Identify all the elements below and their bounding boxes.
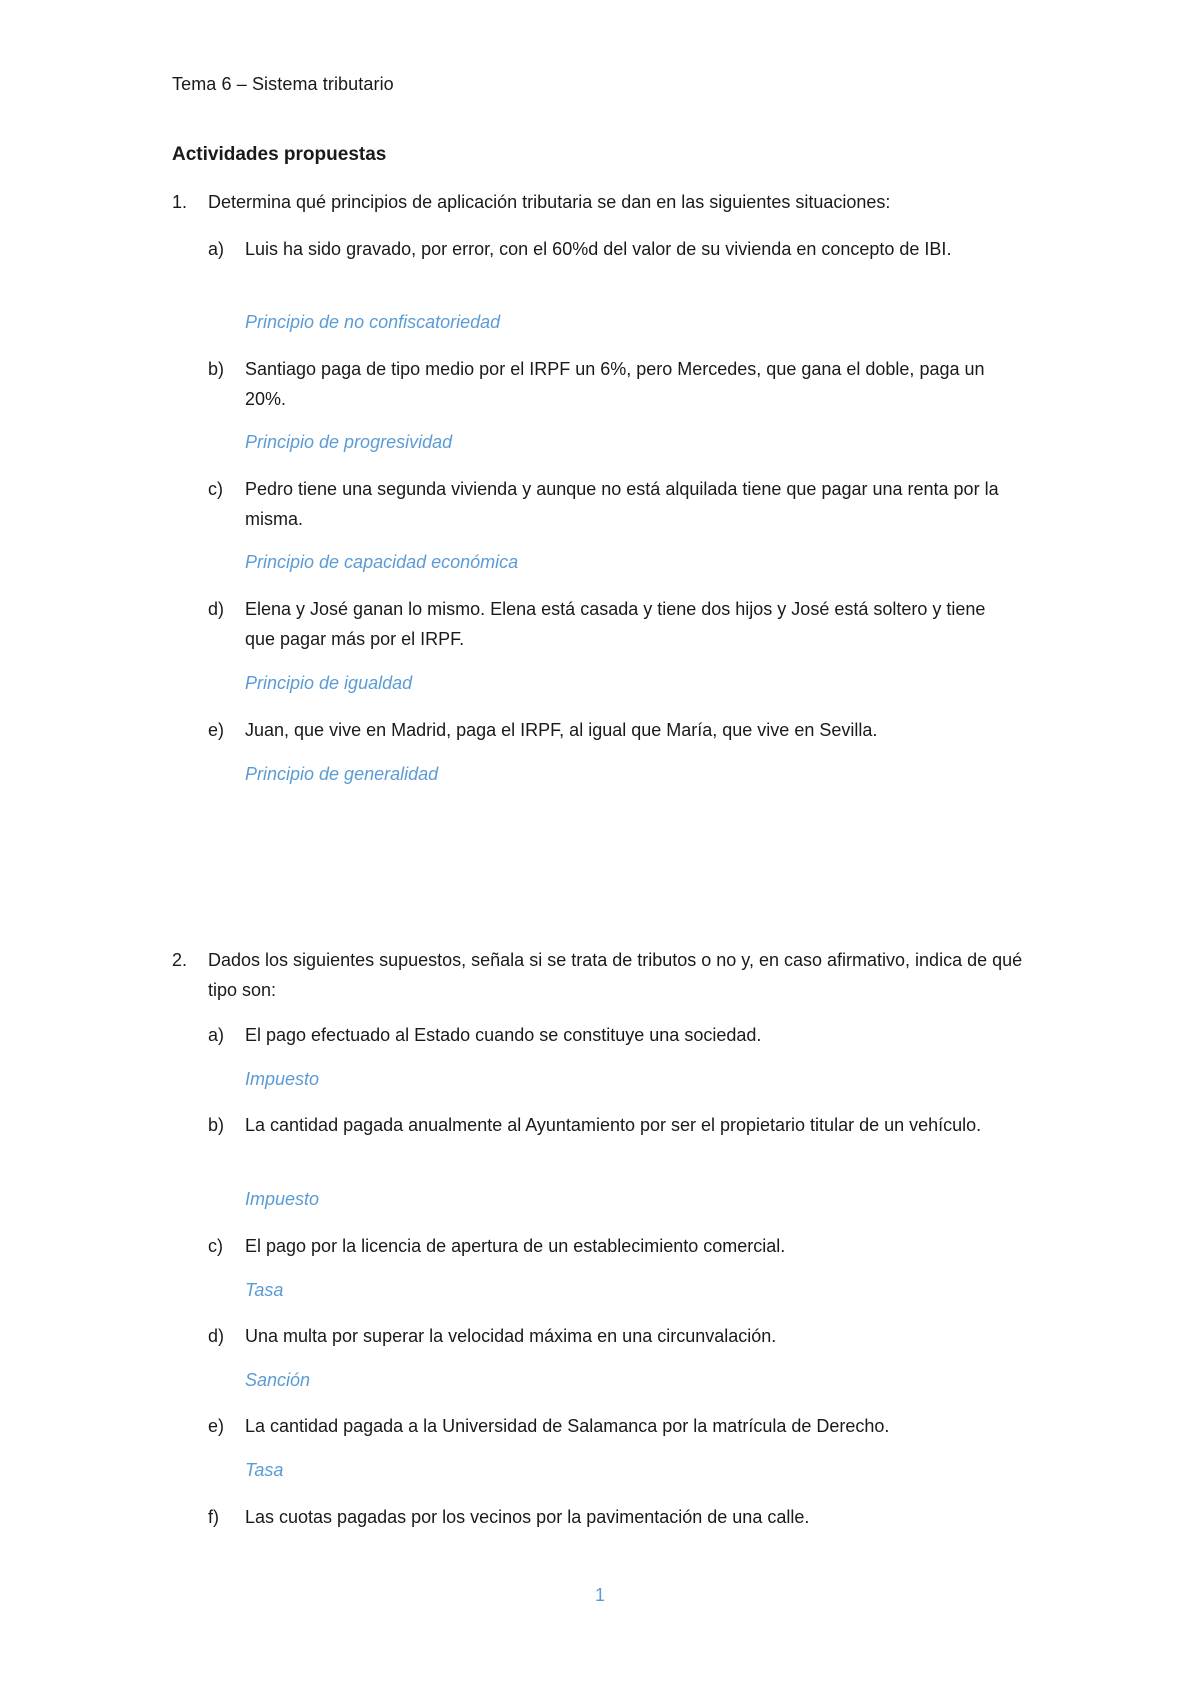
answer-1e: Principio de generalidad xyxy=(245,764,439,784)
item-letter: b) xyxy=(208,1115,225,1135)
question-1 xyxy=(172,187,1032,217)
item-text: Una multa por superar la velocidad máxima en una circunvalación. xyxy=(245,1326,777,1346)
question-1-item-b xyxy=(208,354,1018,414)
item-letter: a) xyxy=(208,239,225,259)
question-2-item-e xyxy=(208,1411,1018,1441)
answer-1b: Principio de progresividad xyxy=(245,432,453,452)
question-number: 1. xyxy=(172,192,188,212)
item-text: El pago por la licencia de apertura de un establecimiento comercial. xyxy=(245,1236,786,1256)
question-2 xyxy=(172,945,1032,1005)
question-1-item-e xyxy=(208,715,1018,745)
item-text: Juan, que vive en Madrid, paga el IRPF, al igual que María, que vive en Sevilla. xyxy=(245,720,878,740)
item-letter: f) xyxy=(208,1507,219,1527)
item-letter: a) xyxy=(208,1025,225,1045)
item-text: Santiago paga de tipo medio por el IRPF un 6%, pero Mercedes, que gana el doble, paga un 20%. xyxy=(245,359,985,409)
question-1-item-c xyxy=(208,474,1018,534)
question-1-item-a xyxy=(208,234,1018,264)
question-number: 2. xyxy=(172,950,188,970)
item-text: La cantidad pagada anualmente al Ayuntamiento por ser el propietario titular de un vehículo. xyxy=(245,1115,982,1135)
item-letter: b) xyxy=(208,359,225,379)
section-title: Actividades propuestas xyxy=(172,144,387,165)
answer-1c: Principio de capacidad económica xyxy=(245,552,519,572)
answer-2d: Sanción xyxy=(245,1370,311,1390)
answer-1a: Principio de no confiscatoriedad xyxy=(245,312,501,332)
page-number: 1 xyxy=(594,1585,605,1605)
question-2-item-b xyxy=(208,1110,1018,1140)
question-2-item-d xyxy=(208,1321,1018,1351)
question-2-item-f xyxy=(208,1502,1018,1532)
item-text: Las cuotas pagadas por los vecinos por la pavimentación de una calle. xyxy=(245,1507,810,1527)
answer-2e: Tasa xyxy=(245,1460,284,1480)
question-text: Determina qué principios de aplicación tributaria se dan en las siguientes situaciones: xyxy=(208,192,891,212)
page-header: Tema 6 – Sistema tributario xyxy=(172,74,394,94)
item-text: Luis ha sido gravado, por error, con el 60%d del valor de su vivienda en concepto de IBI. xyxy=(245,239,952,259)
question-2-item-a xyxy=(208,1020,1018,1050)
answer-1d: Principio de igualdad xyxy=(245,673,413,693)
item-letter: c) xyxy=(208,479,223,499)
item-text: Elena y José ganan lo mismo. Elena está casada y tiene dos hijos y José está soltero y tiene que pagar más por el IRPF. xyxy=(245,599,986,649)
item-letter: c) xyxy=(208,1236,223,1256)
answer-2a: Impuesto xyxy=(245,1069,320,1089)
item-letter: e) xyxy=(208,720,225,740)
question-text: Dados los siguientes supuestos, señala si se trata de tributos o no y, en caso afirmativo, indica de qué tipo son: xyxy=(208,950,1023,1000)
item-letter: d) xyxy=(208,599,225,619)
answer-2b: Impuesto xyxy=(245,1189,320,1209)
item-text: Pedro tiene una segunda vivienda y aunque no está alquilada tiene que pagar una renta por la misma. xyxy=(245,479,999,529)
item-text: La cantidad pagada a la Universidad de Salamanca por la matrícula de Derecho. xyxy=(245,1416,890,1436)
item-letter: e) xyxy=(208,1416,225,1436)
answer-2c: Tasa xyxy=(245,1280,284,1300)
item-letter: d) xyxy=(208,1326,225,1346)
question-2-item-c xyxy=(208,1231,1018,1261)
question-1-item-d xyxy=(208,594,1018,654)
item-text: El pago efectuado al Estado cuando se constituye una sociedad. xyxy=(245,1025,762,1045)
